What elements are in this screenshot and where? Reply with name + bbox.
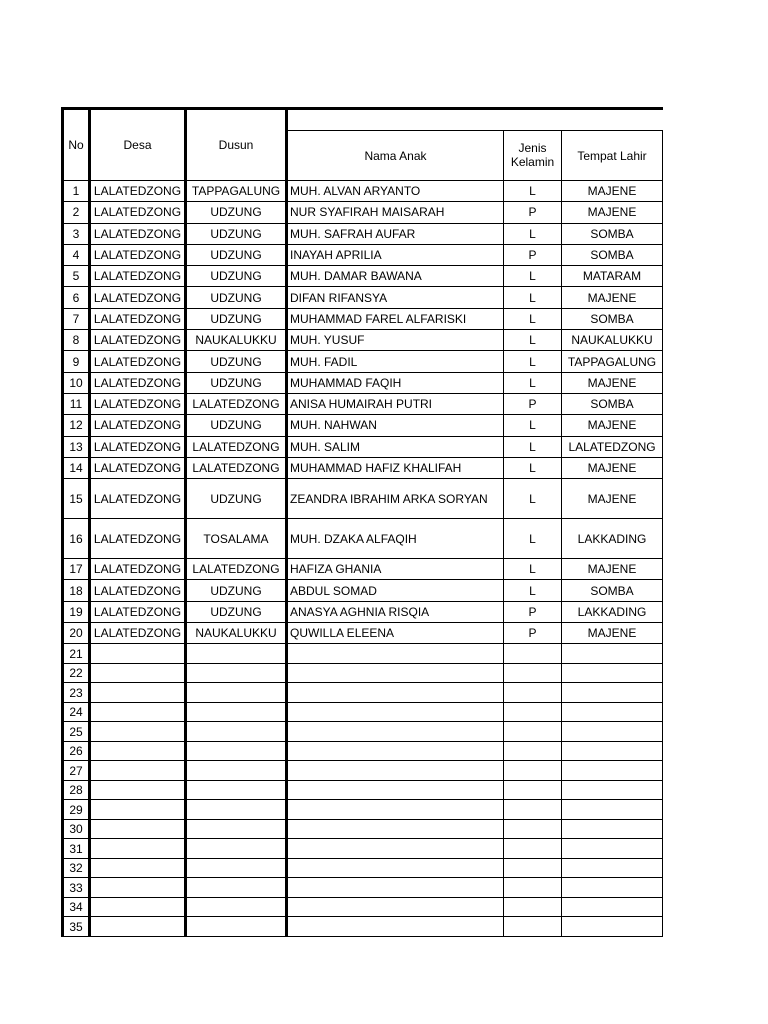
row-no: 9 xyxy=(63,351,90,372)
row-tempat-lahir: MAJENE xyxy=(562,287,663,308)
row-tempat-lahir: SOMBA xyxy=(562,393,663,414)
table-row xyxy=(63,897,663,917)
row-jenis-kelamin: L xyxy=(504,559,562,580)
row-dusun: UDZUNG xyxy=(186,372,287,393)
row-nama-anak: ZEANDRA IBRAHIM ARKA SORYAN xyxy=(287,479,504,519)
row-jenis-kelamin: P xyxy=(504,393,562,414)
row-tempat-lahir: LAKKADING xyxy=(562,601,663,622)
row-tempat-lahir xyxy=(562,897,663,917)
row-no: 30 xyxy=(63,819,90,839)
row-dusun: UDZUNG xyxy=(186,287,287,308)
row-nama-anak: MUHAMMAD HAFIZ KHALIFAH xyxy=(287,457,504,478)
row-nama-anak: ABDUL SOMAD xyxy=(287,580,504,601)
row-jenis-kelamin: L xyxy=(504,457,562,478)
row-jenis-kelamin xyxy=(504,878,562,898)
row-no: 3 xyxy=(63,223,90,244)
row-nama-anak: MUH. YUSUF xyxy=(287,330,504,351)
row-tempat-lahir: TAPPAGALUNG xyxy=(562,351,663,372)
row-jenis-kelamin xyxy=(504,917,562,937)
row-tempat-lahir: MAJENE xyxy=(562,479,663,519)
table-row xyxy=(63,559,663,580)
row-desa: LALATEDZONG xyxy=(90,202,186,223)
row-nama-anak xyxy=(287,917,504,937)
row-dusun: UDZUNG xyxy=(186,202,287,223)
row-tempat-lahir xyxy=(562,663,663,683)
row-jenis-kelamin xyxy=(504,741,562,761)
row-tempat-lahir: MAJENE xyxy=(562,457,663,478)
row-tempat-lahir: MAJENE xyxy=(562,559,663,580)
row-tempat-lahir: MAJENE xyxy=(562,623,663,644)
table-row xyxy=(63,722,663,742)
row-jenis-kelamin: L xyxy=(504,436,562,457)
table-row xyxy=(63,244,663,265)
row-tempat-lahir xyxy=(562,858,663,878)
row-no: 13 xyxy=(63,436,90,457)
row-no: 31 xyxy=(63,839,90,859)
row-tempat-lahir xyxy=(562,917,663,937)
row-dusun: NAUKALUKKU xyxy=(186,623,287,644)
row-nama-anak: ANISA HUMAIRAH PUTRI xyxy=(287,393,504,414)
row-desa: LALATEDZONG xyxy=(90,519,186,559)
header-jenis-kelamin: Jenis Kelamin xyxy=(504,131,562,181)
row-tempat-lahir: MATARAM xyxy=(562,266,663,287)
row-nama-anak: QUWILLA ELEENA xyxy=(287,623,504,644)
row-nama-anak xyxy=(287,702,504,722)
row-jenis-kelamin xyxy=(504,839,562,859)
row-no: 6 xyxy=(63,287,90,308)
row-dusun: UDZUNG xyxy=(186,266,287,287)
row-jenis-kelamin xyxy=(504,683,562,703)
row-no: 15 xyxy=(63,479,90,519)
row-no: 26 xyxy=(63,741,90,761)
row-desa: LALATEDZONG xyxy=(90,330,186,351)
row-desa: LALATEDZONG xyxy=(90,559,186,580)
row-nama-anak: MUH. SAFRAH AUFAR xyxy=(287,223,504,244)
table-row xyxy=(63,819,663,839)
table-row xyxy=(63,457,663,478)
row-dusun xyxy=(186,819,287,839)
header-nama-anak: Nama Anak xyxy=(287,131,504,181)
table-row xyxy=(63,800,663,820)
row-nama-anak xyxy=(287,683,504,703)
table-body xyxy=(63,181,663,937)
row-dusun: LALATEDZONG xyxy=(186,559,287,580)
row-nama-anak xyxy=(287,800,504,820)
row-dusun xyxy=(186,702,287,722)
table-row xyxy=(63,839,663,859)
row-tempat-lahir xyxy=(562,878,663,898)
row-desa xyxy=(90,819,186,839)
row-jenis-kelamin: L xyxy=(504,223,562,244)
row-nama-anak xyxy=(287,878,504,898)
row-desa xyxy=(90,780,186,800)
table-row xyxy=(63,393,663,414)
row-desa: LALATEDZONG xyxy=(90,601,186,622)
row-nama-anak: MUH. ALVAN ARYANTO xyxy=(287,181,504,202)
row-jenis-kelamin xyxy=(504,897,562,917)
row-dusun: UDZUNG xyxy=(186,479,287,519)
row-jenis-kelamin xyxy=(504,663,562,683)
row-nama-anak: MUH. NAHWAN xyxy=(287,415,504,436)
row-jenis-kelamin: L xyxy=(504,287,562,308)
row-desa: LALATEDZONG xyxy=(90,223,186,244)
row-tempat-lahir: MAJENE xyxy=(562,181,663,202)
row-no: 27 xyxy=(63,761,90,781)
row-tempat-lahir xyxy=(562,761,663,781)
row-tempat-lahir: SOMBA xyxy=(562,223,663,244)
row-tempat-lahir xyxy=(562,683,663,703)
row-no: 35 xyxy=(63,917,90,937)
row-jenis-kelamin: L xyxy=(504,479,562,519)
row-nama-anak: MUHAMMAD FAREL ALFARISKI xyxy=(287,308,504,329)
row-jenis-kelamin xyxy=(504,722,562,742)
row-desa xyxy=(90,878,186,898)
row-nama-anak xyxy=(287,780,504,800)
row-nama-anak: MUH. DZAKA ALFAQIH xyxy=(287,519,504,559)
row-tempat-lahir: SOMBA xyxy=(562,580,663,601)
row-dusun xyxy=(186,800,287,820)
row-nama-anak xyxy=(287,897,504,917)
header-dusun: Dusun xyxy=(186,109,287,181)
row-tempat-lahir: LALATEDZONG xyxy=(562,436,663,457)
row-nama-anak xyxy=(287,839,504,859)
table-row xyxy=(63,580,663,601)
row-no: 11 xyxy=(63,393,90,414)
row-no: 25 xyxy=(63,722,90,742)
row-nama-anak: MUH. DAMAR BAWANA xyxy=(287,266,504,287)
row-tempat-lahir: SOMBA xyxy=(562,244,663,265)
row-no: 17 xyxy=(63,559,90,580)
row-no: 1 xyxy=(63,181,90,202)
row-jenis-kelamin xyxy=(504,644,562,664)
row-no: 2 xyxy=(63,202,90,223)
row-jenis-kelamin xyxy=(504,800,562,820)
row-jenis-kelamin xyxy=(504,819,562,839)
row-no: 10 xyxy=(63,372,90,393)
row-dusun xyxy=(186,722,287,742)
row-jenis-kelamin: P xyxy=(504,601,562,622)
table-row xyxy=(63,330,663,351)
table-row xyxy=(63,479,663,519)
row-tempat-lahir: MAJENE xyxy=(562,372,663,393)
row-dusun xyxy=(186,858,287,878)
row-jenis-kelamin: L xyxy=(504,372,562,393)
row-dusun xyxy=(186,897,287,917)
row-no: 33 xyxy=(63,878,90,898)
row-jenis-kelamin: L xyxy=(504,351,562,372)
row-tempat-lahir xyxy=(562,819,663,839)
row-jenis-kelamin: L xyxy=(504,580,562,601)
row-no: 7 xyxy=(63,308,90,329)
row-nama-anak: MUH. FADIL xyxy=(287,351,504,372)
row-dusun xyxy=(186,761,287,781)
row-tempat-lahir xyxy=(562,741,663,761)
row-nama-anak xyxy=(287,722,504,742)
row-no: 22 xyxy=(63,663,90,683)
data-table xyxy=(61,107,663,937)
row-dusun xyxy=(186,780,287,800)
row-dusun xyxy=(186,683,287,703)
row-nama-anak: NUR SYAFIRAH MAISARAH xyxy=(287,202,504,223)
row-tempat-lahir: LAKKADING xyxy=(562,519,663,559)
row-nama-anak xyxy=(287,761,504,781)
row-no: 23 xyxy=(63,683,90,703)
row-nama-anak: DIFAN RIFANSYA xyxy=(287,287,504,308)
row-desa xyxy=(90,702,186,722)
row-desa: LALATEDZONG xyxy=(90,372,186,393)
row-jenis-kelamin: L xyxy=(504,308,562,329)
row-dusun: UDZUNG xyxy=(186,351,287,372)
row-nama-anak xyxy=(287,644,504,664)
row-nama-anak: MUHAMMAD FAQIH xyxy=(287,372,504,393)
table-row xyxy=(63,858,663,878)
row-no: 14 xyxy=(63,457,90,478)
row-desa: LALATEDZONG xyxy=(90,623,186,644)
row-nama-anak xyxy=(287,819,504,839)
table-row xyxy=(63,266,663,287)
row-jenis-kelamin xyxy=(504,858,562,878)
row-jenis-kelamin: P xyxy=(504,202,562,223)
row-no: 28 xyxy=(63,780,90,800)
row-desa: LALATEDZONG xyxy=(90,181,186,202)
row-nama-anak: MUH. SALIM xyxy=(287,436,504,457)
header-no: No xyxy=(63,109,90,181)
row-desa xyxy=(90,897,186,917)
row-nama-anak xyxy=(287,741,504,761)
row-no: 8 xyxy=(63,330,90,351)
row-desa xyxy=(90,839,186,859)
row-jenis-kelamin xyxy=(504,780,562,800)
row-tempat-lahir xyxy=(562,702,663,722)
row-desa: LALATEDZONG xyxy=(90,479,186,519)
row-dusun: UDZUNG xyxy=(186,308,287,329)
table-row xyxy=(63,372,663,393)
row-tempat-lahir xyxy=(562,780,663,800)
row-nama-anak xyxy=(287,663,504,683)
row-dusun: NAUKALUKKU xyxy=(186,330,287,351)
table-row xyxy=(63,181,663,202)
row-desa xyxy=(90,800,186,820)
table-row xyxy=(63,519,663,559)
row-tempat-lahir: NAUKALUKKU xyxy=(562,330,663,351)
row-jenis-kelamin: P xyxy=(504,623,562,644)
table-row xyxy=(63,351,663,372)
header-tempat-lahir: Tempat Lahir xyxy=(562,131,663,181)
row-tempat-lahir xyxy=(562,644,663,664)
table-row xyxy=(63,202,663,223)
row-desa: LALATEDZONG xyxy=(90,457,186,478)
table-row xyxy=(63,223,663,244)
row-jenis-kelamin: L xyxy=(504,519,562,559)
row-tempat-lahir: MAJENE xyxy=(562,202,663,223)
row-dusun: LALATEDZONG xyxy=(186,457,287,478)
row-desa xyxy=(90,858,186,878)
row-no: 20 xyxy=(63,623,90,644)
row-no: 16 xyxy=(63,519,90,559)
table-row xyxy=(63,308,663,329)
row-dusun: UDZUNG xyxy=(186,244,287,265)
row-dusun xyxy=(186,878,287,898)
table-row xyxy=(63,436,663,457)
row-desa: LALATEDZONG xyxy=(90,244,186,265)
table-row xyxy=(63,917,663,937)
row-desa: LALATEDZONG xyxy=(90,436,186,457)
row-tempat-lahir: SOMBA xyxy=(562,308,663,329)
row-dusun: UDZUNG xyxy=(186,415,287,436)
row-no: 19 xyxy=(63,601,90,622)
row-jenis-kelamin: L xyxy=(504,266,562,287)
row-tempat-lahir xyxy=(562,800,663,820)
table-row xyxy=(63,878,663,898)
row-dusun: UDZUNG xyxy=(186,601,287,622)
row-dusun xyxy=(186,917,287,937)
row-dusun xyxy=(186,741,287,761)
row-jenis-kelamin xyxy=(504,702,562,722)
row-desa: LALATEDZONG xyxy=(90,287,186,308)
row-dusun: UDZUNG xyxy=(186,223,287,244)
row-tempat-lahir xyxy=(562,722,663,742)
row-dusun xyxy=(186,839,287,859)
table-row xyxy=(63,415,663,436)
row-no: 29 xyxy=(63,800,90,820)
row-dusun: LALATEDZONG xyxy=(186,436,287,457)
row-no: 4 xyxy=(63,244,90,265)
row-no: 34 xyxy=(63,897,90,917)
row-desa xyxy=(90,683,186,703)
row-jenis-kelamin: L xyxy=(504,415,562,436)
table-row xyxy=(63,287,663,308)
row-jenis-kelamin xyxy=(504,761,562,781)
row-desa: LALATEDZONG xyxy=(90,266,186,287)
row-desa: LALATEDZONG xyxy=(90,580,186,601)
row-dusun xyxy=(186,663,287,683)
row-desa xyxy=(90,644,186,664)
table-row xyxy=(63,623,663,644)
row-jenis-kelamin: P xyxy=(504,244,562,265)
row-desa: LALATEDZONG xyxy=(90,393,186,414)
table-row xyxy=(63,761,663,781)
row-no: 12 xyxy=(63,415,90,436)
row-tempat-lahir xyxy=(562,839,663,859)
row-no: 18 xyxy=(63,580,90,601)
row-tempat-lahir: MAJENE xyxy=(562,415,663,436)
row-dusun: UDZUNG xyxy=(186,580,287,601)
header-blank-merged xyxy=(287,109,663,131)
row-jenis-kelamin: L xyxy=(504,330,562,351)
row-nama-anak: ANASYA AGHNIA RISQIA xyxy=(287,601,504,622)
row-nama-anak xyxy=(287,858,504,878)
row-no: 24 xyxy=(63,702,90,722)
row-desa xyxy=(90,917,186,937)
row-desa xyxy=(90,761,186,781)
row-dusun: TAPPAGALUNG xyxy=(186,181,287,202)
row-no: 5 xyxy=(63,266,90,287)
table-row xyxy=(63,601,663,622)
row-desa: LALATEDZONG xyxy=(90,351,186,372)
table-row xyxy=(63,644,663,664)
row-no: 32 xyxy=(63,858,90,878)
row-jenis-kelamin: L xyxy=(504,181,562,202)
table-row xyxy=(63,741,663,761)
row-desa xyxy=(90,722,186,742)
table-row xyxy=(63,702,663,722)
row-dusun xyxy=(186,644,287,664)
table-row xyxy=(63,780,663,800)
table-row xyxy=(63,683,663,703)
header-desa: Desa xyxy=(90,109,186,181)
row-nama-anak: INAYAH APRILIA xyxy=(287,244,504,265)
row-desa: LALATEDZONG xyxy=(90,415,186,436)
row-desa xyxy=(90,663,186,683)
row-dusun: TOSALAMA xyxy=(186,519,287,559)
table-row xyxy=(63,663,663,683)
row-nama-anak: HAFIZA GHANIA xyxy=(287,559,504,580)
row-no: 21 xyxy=(63,644,90,664)
row-dusun: LALATEDZONG xyxy=(186,393,287,414)
row-desa: LALATEDZONG xyxy=(90,308,186,329)
row-desa xyxy=(90,741,186,761)
